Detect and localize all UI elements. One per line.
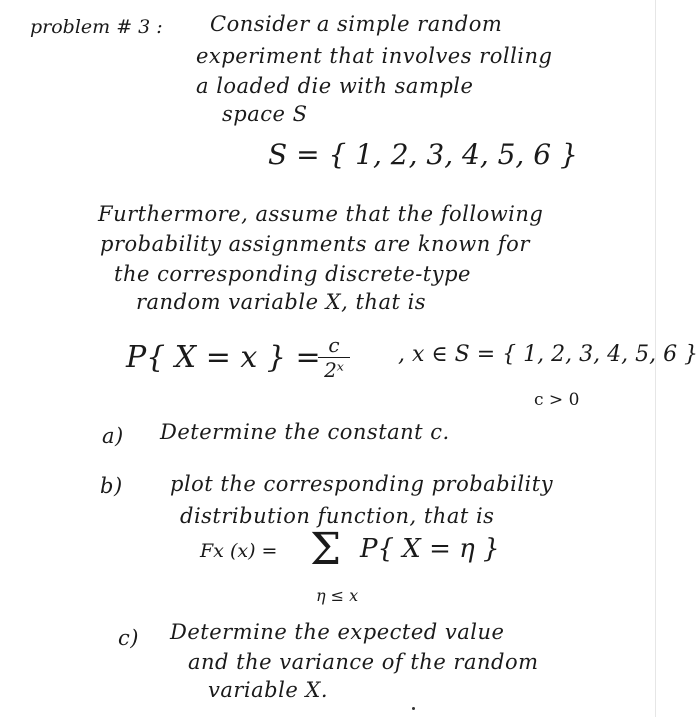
part-c-line-2: and the variance of the random xyxy=(188,650,539,674)
summation-symbol: Σ xyxy=(310,524,342,575)
part-c-marker: c) xyxy=(118,626,139,650)
part-a-marker: a) xyxy=(102,424,124,448)
assumption-line-4: random variable X, that is xyxy=(136,290,427,314)
cdf-rhs: P{ X = η } xyxy=(360,534,500,564)
part-c-line-3: variable X. xyxy=(208,678,329,702)
sample-space-equation: S = { 1, 2, 3, 4, 5, 6 } xyxy=(268,138,578,171)
part-b-line-1: plot the corresponding probability xyxy=(170,472,554,496)
assumption-line-1: Furthermore, assume that the following xyxy=(98,202,544,226)
sum-index: η ≤ x xyxy=(316,586,359,605)
cdf-lhs: Fx (x) = xyxy=(200,540,278,562)
problem-label: problem # 3 : xyxy=(30,16,163,38)
part-b-marker: b) xyxy=(100,474,123,498)
pmf-denominator: 2ˣ xyxy=(324,358,344,382)
intro-line-4: space S xyxy=(222,102,308,126)
part-a-text: Determine the constant c. xyxy=(160,420,450,444)
intro-line-1: Consider a simple random xyxy=(210,12,503,36)
pmf-numerator: c xyxy=(328,333,340,357)
part-c-line-1: Determine the expected value xyxy=(170,620,505,644)
pmf-lhs: P{ X = x } = xyxy=(126,340,321,375)
pmf-domain: , x ∈ S = { 1, 2, 3, 4, 5, 6 } xyxy=(398,342,698,367)
stray-ink-dot xyxy=(412,707,415,710)
intro-line-3: a loaded die with sample xyxy=(196,74,474,98)
intro-line-2: experiment that involves rolling xyxy=(196,44,553,68)
pmf-fraction xyxy=(318,334,350,381)
part-b-line-2: distribution function, that is xyxy=(180,504,495,528)
assumption-line-2: probability assignments are known for xyxy=(100,232,530,256)
assumption-line-3: the corresponding discrete-type xyxy=(114,262,471,286)
constant-constraint: c > 0 xyxy=(534,390,580,410)
